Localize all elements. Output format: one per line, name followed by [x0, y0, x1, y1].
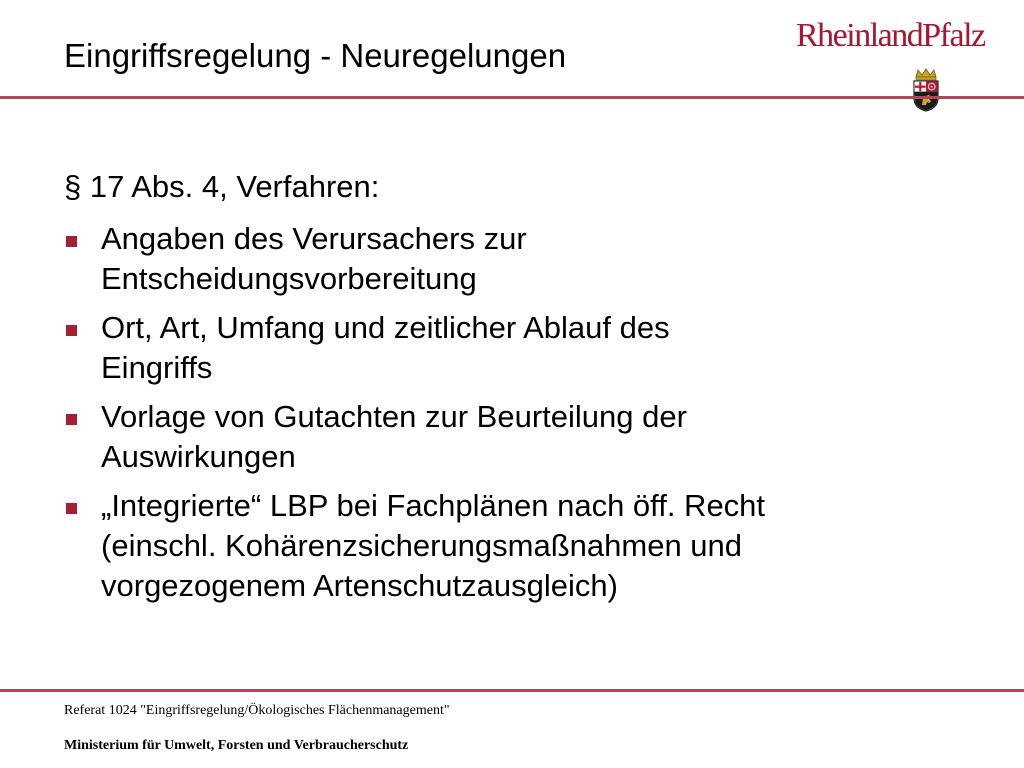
square-bullet-icon [66, 236, 77, 247]
section-subtitle: § 17 Abs. 4, Verfahren: [64, 169, 380, 204]
brand-wordmark: RheinlandPfalz [796, 17, 985, 54]
header-divider [0, 96, 1024, 99]
list-item-text: „Integrierte“ LBP bei Fachplänen nach öff. Recht (einschl. Kohärenzsicherungsmaßnahmen und vorgezogenem Artenschutzausgleich) [101, 488, 766, 603]
footer-divider [0, 689, 1024, 692]
list-item-text: Vorlage von Gutachten zur Beurteilung der Auswirkungen [101, 399, 687, 474]
list-item [64, 486, 984, 606]
list-item [64, 397, 984, 477]
bullet-list [64, 219, 984, 615]
brand-logo [796, 14, 996, 114]
slide-title: Eingriffsregelung - Neuregelungen [64, 37, 567, 74]
list-item-text: Angaben des Verursachers zur Entscheidungsvorbereitung [101, 221, 527, 296]
square-bullet-icon [66, 503, 77, 514]
footer-department: Referat 1024 "Eingriffsregelung/Ökologisches Flächenmanagement" [64, 703, 450, 718]
square-bullet-icon [66, 414, 77, 425]
square-bullet-icon [66, 325, 77, 336]
footer-ministry: Ministerium für Umwelt, Forsten und Verbraucherschutz [64, 738, 409, 753]
list-item-text: Ort, Art, Umfang und zeitlicher Ablauf des Eingriffs [101, 310, 670, 385]
list-item [64, 308, 984, 388]
list-item [64, 219, 984, 299]
coat-of-arms-icon [911, 68, 941, 112]
